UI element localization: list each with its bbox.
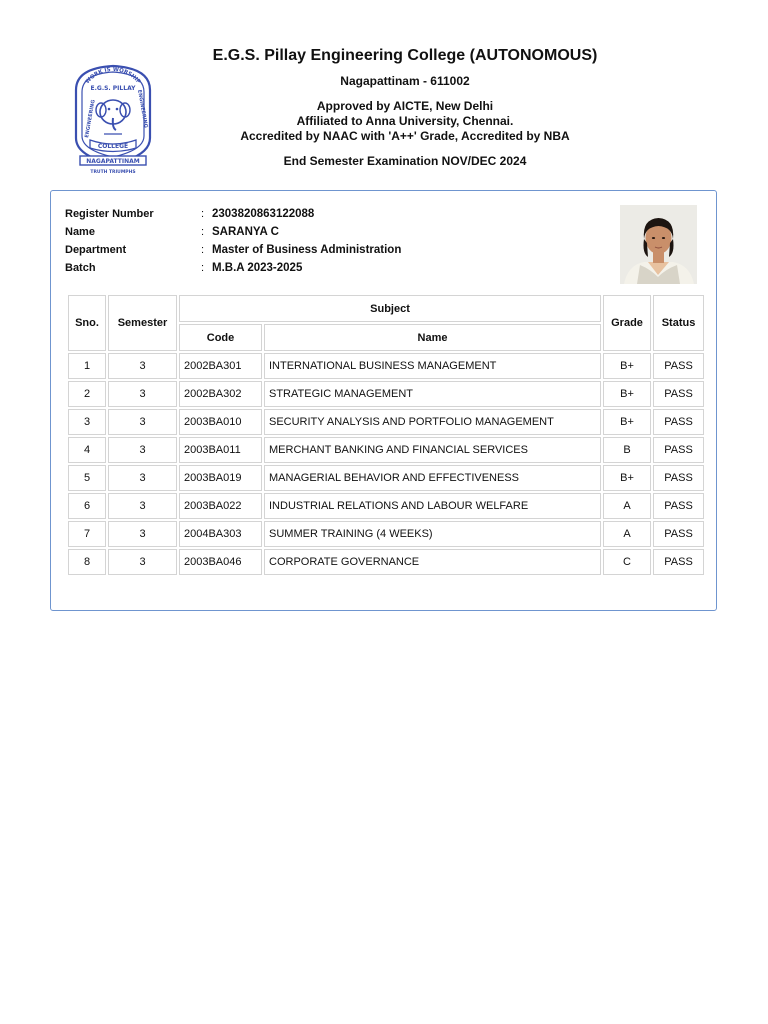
approval-text: Approved by AICTE, New Delhi (316, 99, 494, 113)
cell-semester: 3 (108, 437, 177, 463)
college-name: E.G.S. Pillay Engineering College (AUTONOMOUS) (212, 47, 598, 64)
result-card (50, 190, 717, 611)
cell-status: PASS (653, 409, 704, 435)
info-value: 2303820863122088 (212, 208, 315, 220)
cell-grade: C (603, 549, 651, 575)
cell-semester: 3 (108, 549, 177, 575)
cell-name: SECURITY ANALYSIS AND PORTFOLIO MANAGEMENT (264, 409, 601, 435)
cell-name: STRATEGIC MANAGEMENT (264, 381, 601, 407)
cell-sno: 6 (68, 493, 106, 519)
info-value: Master of Business Administration (212, 244, 402, 256)
cell-status: PASS (653, 465, 704, 491)
cell-name: MERCHANT BANKING AND FINANCIAL SERVICES (264, 437, 601, 463)
header-grade: Grade (603, 295, 651, 351)
cell-sno: 8 (68, 549, 106, 575)
table-row (68, 437, 704, 463)
svg-text:COLLEGE: COLLEGE (97, 143, 129, 150)
college-heading (180, 44, 630, 169)
cell-semester: 3 (108, 409, 177, 435)
college-location: Nagapattinam - 611002 (340, 74, 470, 88)
info-name (65, 223, 505, 241)
info-batch (65, 259, 505, 277)
accreditation-text: Accredited by NAAC with 'A++' Grade, Accredited by NBA (240, 129, 570, 143)
info-department (65, 241, 505, 259)
info-colon: : (201, 244, 205, 256)
student-photo (620, 205, 697, 284)
cell-sno: 3 (68, 409, 106, 435)
cell-status: PASS (653, 437, 704, 463)
cell-status: PASS (653, 381, 704, 407)
svg-text:ENGINEERING: ENGINEERING (136, 89, 149, 129)
cell-name: CORPORATE GOVERNANCE (264, 549, 601, 575)
cell-name: INDUSTRIAL RELATIONS AND LABOUR WELFARE (264, 493, 601, 519)
table-row (68, 465, 704, 491)
affiliation-text: Affiliated to Anna University, Chennai. (296, 114, 514, 128)
cell-code: 2003BA022 (179, 493, 262, 519)
cell-grade: A (603, 493, 651, 519)
page-header (0, 0, 768, 190)
cell-sno: 2 (68, 381, 106, 407)
cell-semester: 3 (108, 353, 177, 379)
elephant-icon (96, 100, 130, 134)
header-status: Status (653, 295, 704, 351)
info-colon: : (201, 208, 205, 220)
cell-code: 2003BA019 (179, 465, 262, 491)
header-semester: Semester (108, 295, 177, 351)
svg-text:ENGINEERING: ENGINEERING (84, 99, 97, 139)
info-value: SARANYA C (212, 226, 279, 238)
cell-code: 2003BA011 (179, 437, 262, 463)
table-row (68, 381, 704, 407)
table-row (68, 353, 704, 379)
cell-grade: A (603, 521, 651, 547)
info-colon: : (201, 226, 205, 238)
cell-status: PASS (653, 549, 704, 575)
cell-sno: 4 (68, 437, 106, 463)
info-label: Batch (65, 262, 96, 274)
cell-sno: 5 (68, 465, 106, 491)
table-row (68, 493, 704, 519)
cell-semester: 3 (108, 381, 177, 407)
info-register-number (65, 205, 505, 223)
svg-text:E.G.S. PILLAY: E.G.S. PILLAY (90, 85, 136, 92)
table-row (68, 409, 704, 435)
header-name: Name (264, 324, 601, 351)
info-value: M.B.A 2023-2025 (212, 262, 303, 274)
college-logo (68, 60, 158, 178)
info-colon: : (201, 262, 205, 274)
header-sno: Sno. (68, 295, 106, 351)
table-row (68, 549, 704, 575)
cell-status: PASS (653, 353, 704, 379)
cell-name: MANAGERIAL BEHAVIOR AND EFFECTIVENESS (264, 465, 601, 491)
cell-grade: B+ (603, 409, 651, 435)
svg-text:WORK IS WORSHIP: WORK IS WORSHIP (84, 66, 142, 86)
exam-title: End Semester Examination NOV/DEC 2024 (283, 154, 527, 168)
cell-grade: B+ (603, 353, 651, 379)
svg-text:NAGAPATTINAM: NAGAPATTINAM (86, 158, 140, 165)
cell-grade: B+ (603, 381, 651, 407)
cell-grade: B (603, 437, 651, 463)
cell-semester: 3 (108, 465, 177, 491)
header-code: Code (179, 324, 262, 351)
cell-grade: B+ (603, 465, 651, 491)
cell-sno: 1 (68, 353, 106, 379)
svg-text:TRUTH TRIUMPHS: TRUTH TRIUMPHS (90, 170, 136, 175)
cell-status: PASS (653, 493, 704, 519)
cell-status: PASS (653, 521, 704, 547)
student-info (65, 205, 505, 277)
header-subject: Subject (179, 295, 601, 322)
info-label: Name (65, 226, 95, 238)
info-label: Department (65, 244, 127, 256)
results-table (66, 293, 706, 577)
cell-name: INTERNATIONAL BUSINESS MANAGEMENT (264, 353, 601, 379)
cell-name: SUMMER TRAINING (4 WEEKS) (264, 521, 601, 547)
cell-code: 2004BA303 (179, 521, 262, 547)
cell-code: 2003BA010 (179, 409, 262, 435)
cell-semester: 3 (108, 493, 177, 519)
cell-code: 2002BA302 (179, 381, 262, 407)
cell-code: 2003BA046 (179, 549, 262, 575)
cell-sno: 7 (68, 521, 106, 547)
cell-code: 2002BA301 (179, 353, 262, 379)
table-row (68, 521, 704, 547)
cell-semester: 3 (108, 521, 177, 547)
info-label: Register Number (65, 208, 154, 220)
